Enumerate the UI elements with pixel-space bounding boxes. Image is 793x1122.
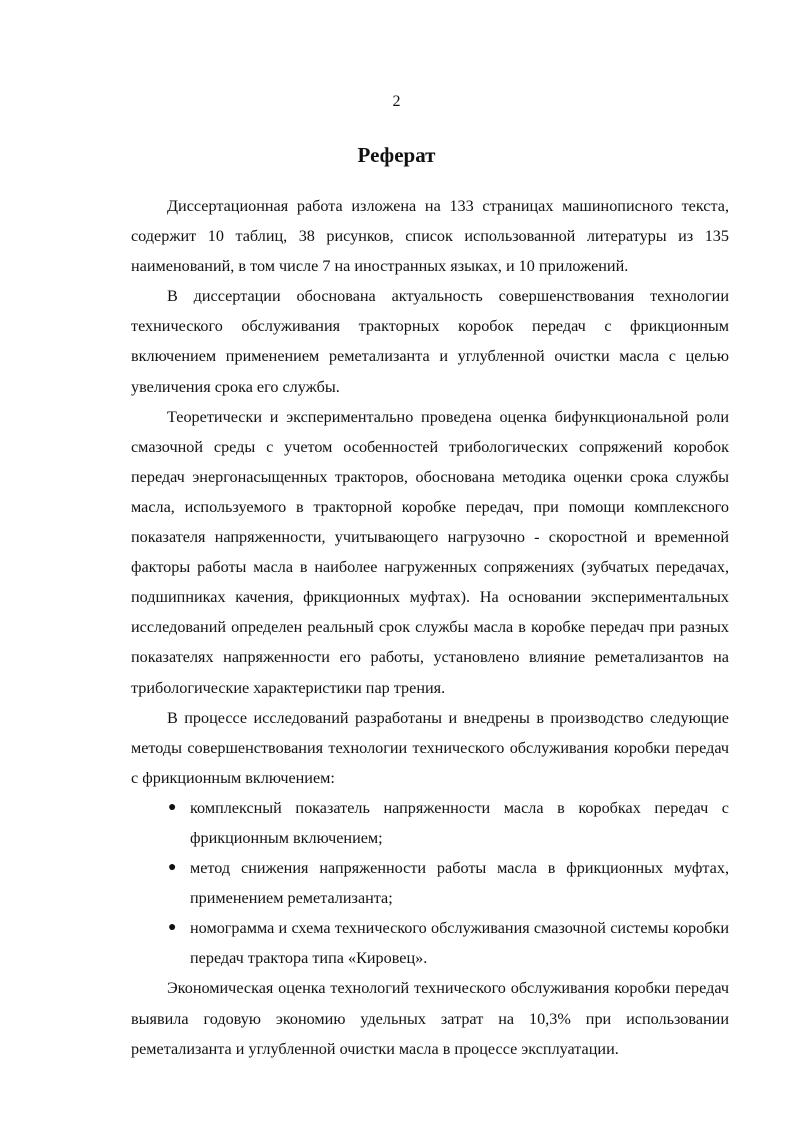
- bullet-icon: ●: [168, 799, 177, 815]
- bullet-icon: ●: [168, 920, 177, 936]
- bullet-list: [131, 793, 729, 974]
- paragraph-2: В диссертации обоснована актуальность совершенствования технологии технического обслуживания тракторных коробок передач с фрикционным включением применением реметализанта и углубленной очистки масла с целью увеличения срока его службы.: [131, 287, 729, 396]
- page-title: Реферат: [357, 143, 436, 167]
- list-item: [131, 853, 729, 913]
- bullet-icon: ●: [168, 860, 177, 876]
- paragraph-3: Теоретически и экспериментально проведена оценка бифункциональной роли смазочной среды с учетом особенностей трибологических сопряжений коробок передач энергонасыщенных тракторов, обоснована методика оценки срока службы масла, используемого в тракторной коробке передач, при помощи комплексного показателя напряженности, учитывающего нагрузочно - скоростной и временной факторы работы масла в наиболее нагруженных сопряжениях (зубчатых передачах, подшипниках качения, фрикционных муфтах). На основании экспериментальных исследований определен реальный срок службы масла в коробке передач при разных показателях напряженности его работы, установлено влияние реметализантов на трибологические характеристики пар трения.: [131, 407, 729, 697]
- list-item: [131, 913, 729, 973]
- paragraph-5: Экономическая оценка технологий технического обслуживания коробки передач выявила годовую экономию удельных затрат на 10,3% при использовании реметализанта и углубленной очистки масла в процессе эксплуатации.: [131, 979, 729, 1058]
- list-item-text: метод снижения напряженности работы масла в фрикционных муфтах, применением реметализанта;: [190, 859, 729, 908]
- paragraph-1: Диссертационная работа изложена на 133 страницах машинописного текста, содержит 10 таблиц, 38 рисунков, список использованной литературы из 135 наименований, в том числе 7 на иностранных языках, и 10 приложений.: [131, 197, 729, 276]
- document-body: [131, 191, 729, 1064]
- list-item-text: номограмма и схема технического обслуживания смазочной системы коробки передач трактора типа «Кировец».: [190, 919, 729, 968]
- list-item-text: комплексный показатель напряженности масла в коробках передач с фрикционным включением;: [190, 798, 729, 847]
- paragraph-4: В процессе исследований разработаны и внедрены в производство следующие методы совершенствования технологии технического обслуживания коробки передач с фрикционным включением:: [131, 708, 729, 787]
- list-item: [131, 793, 729, 853]
- page-number: 2: [392, 93, 401, 110]
